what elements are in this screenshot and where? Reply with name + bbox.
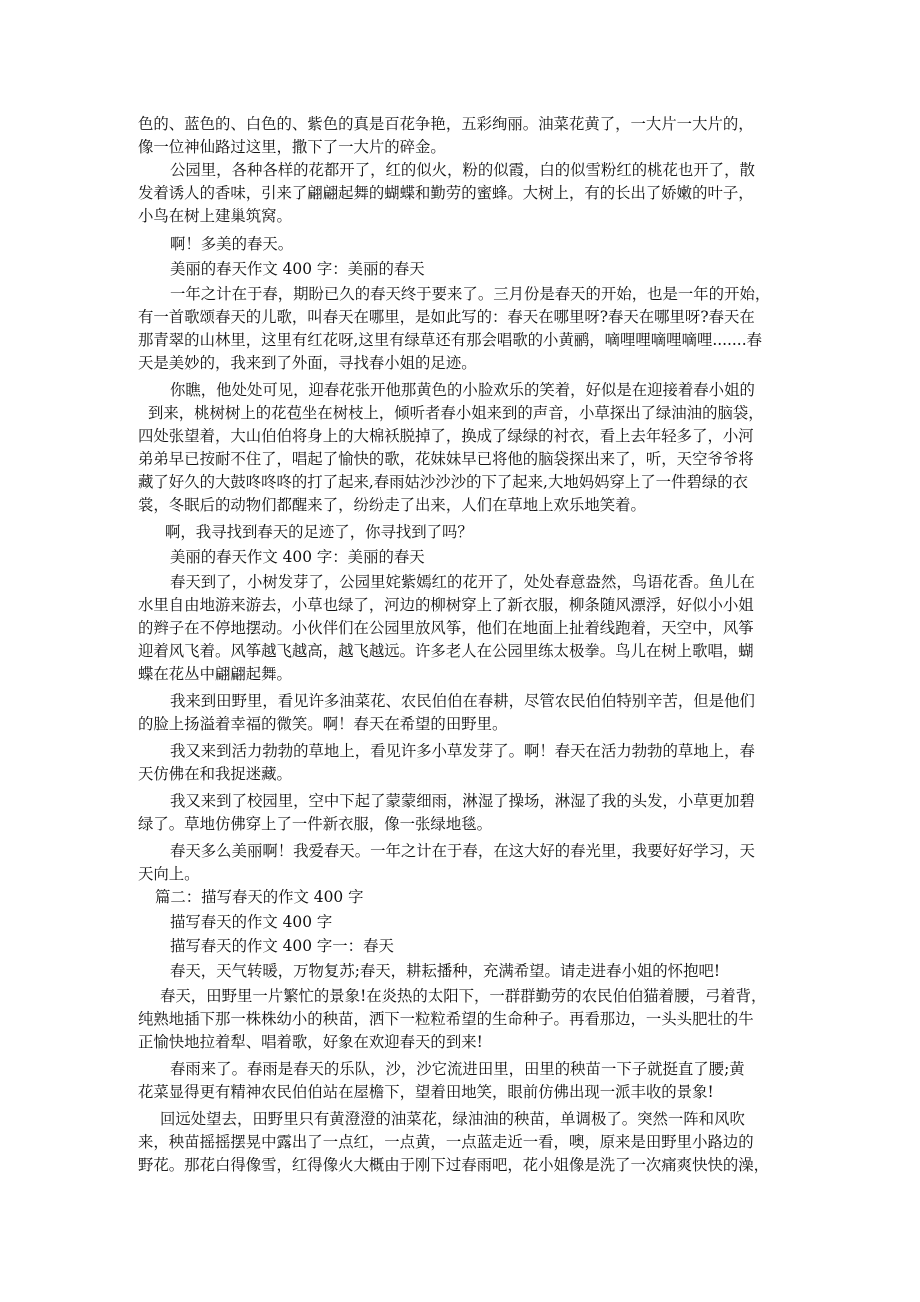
text-line: 藏了好久的大鼓咚咚咚的打了起来,春雨姑沙沙沙的下了起来,大地妈妈穿上了一件碧绿的衣 xyxy=(138,473,749,491)
text-line: 我来到田野里，看见许多油菜花、农民伯伯在春耕，尽管农民伯伯特别辛苦，但是他们 xyxy=(170,692,755,710)
text-line: 春天多么美丽啊！我爱春天。一年之计在于春，在这大好的春光里，我要好好学习，天 xyxy=(170,842,755,860)
text-line: 绿了。草地仿佛穿上了一件新衣服，像一张绿地毯。 xyxy=(138,815,492,833)
text-line: 春雨来了。春雨是春天的乐队，沙，沙它流进田里，田里的秧苗一下子就挺直了腰;黄 xyxy=(170,1060,745,1078)
section-heading: 篇二：描写春天的作文 400 字 xyxy=(155,888,364,906)
section-heading: 美丽的春天作文 400 字：美丽的春天 xyxy=(170,548,425,566)
text-line: 一年之计在于春，期盼已久的春天终于要来了。三月份是春天的开始，也是一年的开始， xyxy=(170,285,771,303)
text-line: 色的、蓝色的、白色的、紫色的真是百花争艳，五彩绚丽。油菜花黄了，一大片一大片的， xyxy=(138,115,754,133)
text-line: 天是美妙的，我来到了外面，寻找春小姐的足迹。 xyxy=(138,354,477,372)
text-line: 啊！多美的春天。 xyxy=(170,235,294,253)
section-heading: 描写春天的作文 400 字 xyxy=(170,913,333,931)
text-line: 的辫子在不停地摆动。小伙伴们在公园里放风筝，他们在地面上扯着线跑着，天空中，风筝 xyxy=(138,619,754,637)
text-line: 发着诱人的香味，引来了翩翩起舞的蝴蝶和勤劳的蜜蜂。大树上，有的长出了娇嫩的叶子， xyxy=(138,184,754,202)
text-line: 天仿佛在和我捉迷藏。 xyxy=(138,765,292,783)
text-line: 裳，冬眠后的动物们都醒来了，纷纷走了出来，人们在草地上欢乐地笑着。 xyxy=(138,496,646,514)
text-line: 你瞧，他处处可见，迎春花张开他那黄色的小脸欢乐的笑着，好似是在迎接着春小姐的 xyxy=(170,381,755,399)
text-line: 花菜显得更有精神农民伯伯站在屋檐下，望着田地笑，眼前仿佛出现一派丰收的景象! xyxy=(138,1083,714,1101)
text-line: 我又来到了校园里，空中下起了蒙蒙细雨，淋湿了操场，淋湿了我的头发，小草更加碧 xyxy=(170,792,755,810)
text-line: 我又来到活力勃勃的草地上，看见许多小草发芽了。啊！春天在活力勃勃的草地上，春 xyxy=(170,742,755,760)
section-heading: 描写春天的作文 400 字一：春天 xyxy=(170,937,394,955)
text-line: 春天到了，小树发芽了，公园里姹紫嫣红的花开了，处处春意盎然，鸟语花香。鱼儿在 xyxy=(170,573,755,591)
text-line: 啊，我寻找到春天的足迹了，你寻找到了吗？ xyxy=(165,523,473,541)
text-line: 纯熟地插下那一株株幼小的秧苗，洒下一粒粒希望的生命种子。再看那边，一头头肥壮的牛 xyxy=(138,1010,754,1028)
text-line: 迎着风飞着。风筝越飞越高，越飞越远。许多老人在公园里练太极拳。鸟儿在树上歌唱，蝴 xyxy=(138,642,754,660)
text-line: 到来，桃树树上的花苞坐在树枝上，倾听者春小姐来到的声音，小草探出了绿油油的脑袋， xyxy=(148,404,764,422)
text-line: 小鸟在树上建巢筑窝。 xyxy=(138,207,292,225)
text-line: 公园里，各种各样的花都开了，红的似火，粉的似霞，白的似雪粉红的桃花也开了，散 xyxy=(170,161,755,179)
text-line: 野花。那花白得像雪，红得像火大概由于刚下过春雨吧，花小姐像是洗了一次痛爽快快的澡， xyxy=(138,1156,770,1174)
section-heading: 美丽的春天作文 400 字：美丽的春天 xyxy=(170,260,425,278)
text-line: 回远处望去，田野里只有黄澄澄的油菜花，绿油油的秧苗，单调极了。突然一阵和风吹 xyxy=(160,1110,745,1128)
text-line: 的脸上扬溢着幸福的微笑。啊！春天在希望的田野里。 xyxy=(138,715,508,733)
text-line: 有一首歌颂春天的儿歌，叫春天在哪里，是如此写的：春天在哪里呀?春天在哪里呀?春天在 xyxy=(138,308,755,326)
text-line: 天向上。 xyxy=(138,865,200,883)
text-line: 四处张望着，大山伯伯将身上的大棉袄脱掉了，换成了绿绿的衬衣，看上去年轻多了，小河 xyxy=(138,427,754,445)
text-line: 弟弟早已按耐不住了，唱起了愉快的歌，花妹妹早已将他的脑袋探出来了，听，天空爷爷将 xyxy=(138,450,754,468)
text-line: 那青翠的山林里，这里有红花呀,这里有绿草还有那会唱歌的小黄鹂，嘀哩哩嘀哩嘀哩.......春 xyxy=(138,331,762,349)
text-line: 正愉快地拉着犁、唱着歌，好象在欢迎春天的到来! xyxy=(138,1033,483,1051)
text-line: 像一位神仙路过这里，撒下了一大片的碎金。 xyxy=(138,138,446,156)
text-line: 水里自由地游来游去，小草也绿了，河边的柳树穿上了新衣服，柳条随风漂浮，好似小小姐 xyxy=(138,596,754,614)
text-line: 来，秧苗摇摇摆晃中露出了一点红，一点黄，一点蓝走近一看，噢，原来是田野里小路边的 xyxy=(138,1133,754,1151)
text-line: 蝶在花丛中翩翩起舞。 xyxy=(138,665,292,683)
text-line: 春天，田野里一片繁忙的景象!在炎热的太阳下，一群群勤劳的农民伯伯猫着腰，弓着背， xyxy=(160,987,767,1005)
text-line: 春天，天气转暖，万物复苏;春天，耕耘播种，充满希望。请走进春小姐的怀抱吧! xyxy=(170,962,721,980)
